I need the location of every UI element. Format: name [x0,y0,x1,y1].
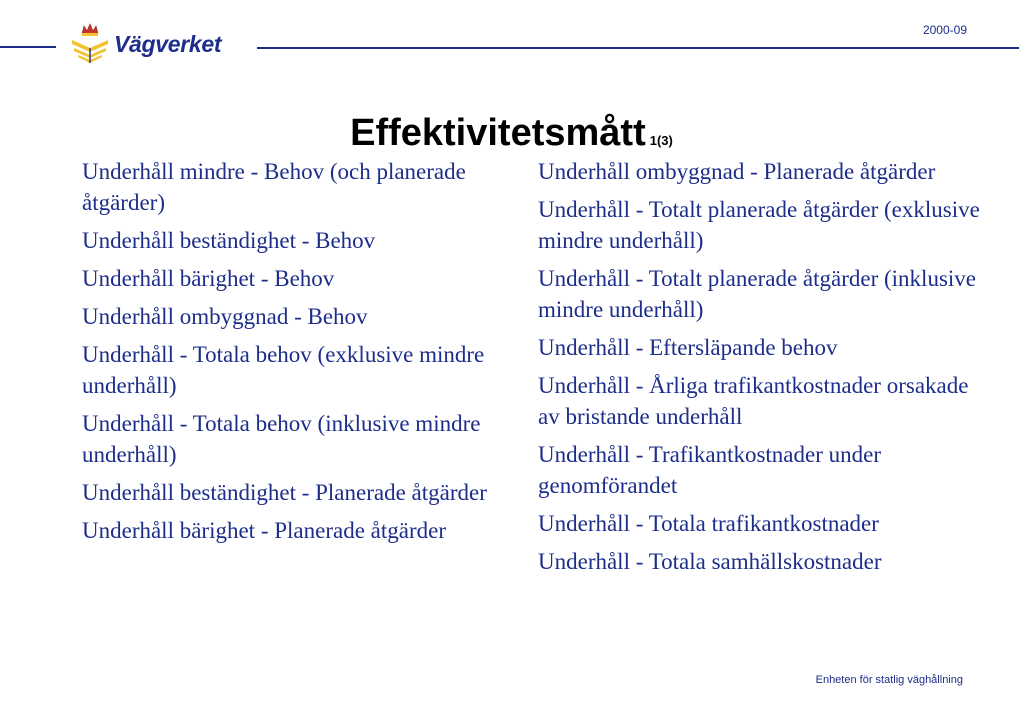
footer-text: Enheten för statlig väghållning [815,674,963,686]
list-item: Underhåll beständighet - Behov [82,228,376,253]
list-item: Underhåll - Eftersläpande behov [538,335,838,360]
list-item: Underhåll bärighet - Behov [82,266,335,291]
list-item: Underhåll - Trafikantkostnader under genomförandet [538,442,882,498]
list-item: Underhåll - Totala behov (exklusive mindre underhåll) [82,342,485,398]
right-column [538,156,993,584]
list-item: Underhåll - Totalt planerade åtgärder (inklusive mindre underhåll) [538,266,976,322]
list-item: Underhåll beständighet - Planerade åtgärder [82,480,487,505]
list-item: Underhåll mindre - Behov (och planerade åtgärder) [82,159,466,215]
list-item: Underhåll bärighet - Planerade åtgärder [82,518,446,543]
list-item: Underhåll - Totala behov (inklusive mindre underhåll) [82,411,481,467]
list-item: Underhåll - Årliga trafikantkostnader orsakade av bristande underhåll [538,373,969,429]
page-title [0,112,1023,155]
list-item: Underhåll ombyggnad - Behov [82,304,368,329]
title-main: Effektivitetsmått [350,112,646,154]
list-item: Underhåll - Totalt planerade åtgärder (exklusive mindre underhåll) [538,197,980,253]
header-date: 2000-09 [922,23,967,37]
header-rule-left [0,46,56,48]
logo-wordmark: Vägverket [114,30,222,57]
vagverket-logo [70,22,221,66]
list-item: Underhåll - Totala samhällskostnader [538,549,882,574]
title-pager: 1(3) [649,133,673,148]
list-item: Underhåll - Totala trafikantkostnader [538,511,879,536]
crown-emblem-icon [70,22,110,66]
header-rule-right [257,47,1019,49]
left-column [82,156,507,553]
list-item: Underhåll ombyggnad - Planerade åtgärder [538,159,936,184]
